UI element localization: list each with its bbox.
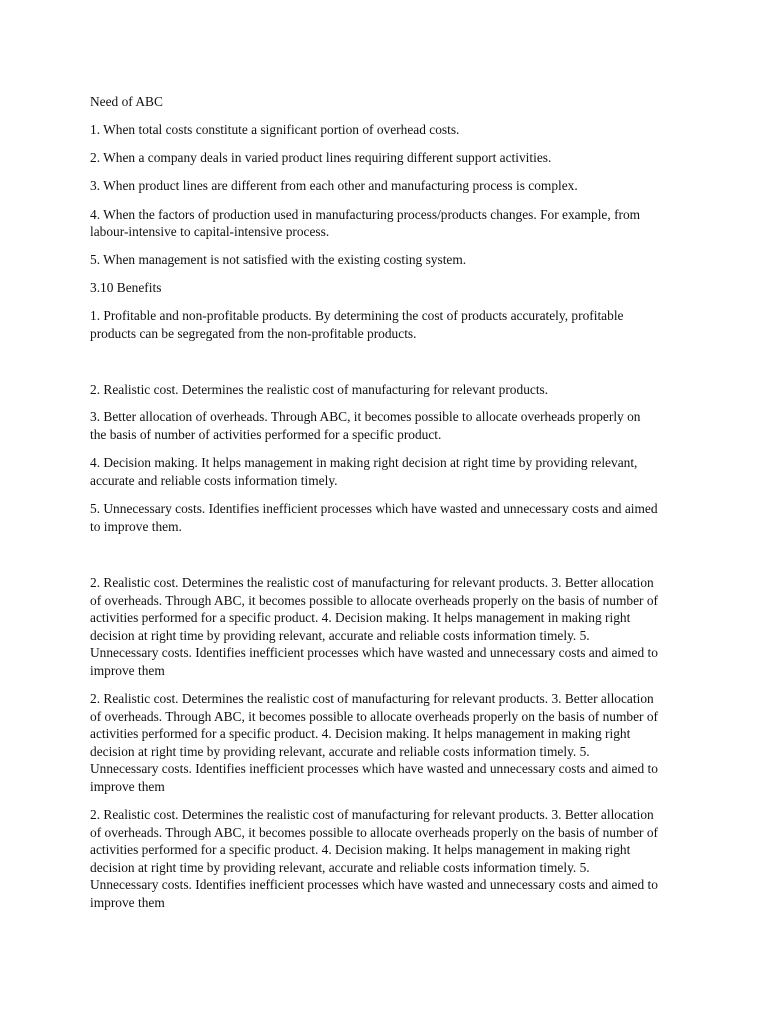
benefit-item-4-line-2: accurate and reliable costs information timely. [90,473,338,488]
benefit-item-5-line-2: to improve them. [90,519,182,534]
paragraph-a-line-6: improve them [90,663,165,678]
benefit-item-1-line-1: 1. Profitable and non-profitable products. By determining the cost of products accurately, profitable [90,308,624,323]
paragraph-b-line-2: of overheads. Through ABC, it becomes possible to allocate overheads properly on the basis of number of [90,709,658,724]
need-item-5: 5. When management is not satisfied with the existing costing system. [90,252,467,267]
paragraph-b-line-6: improve them [90,779,165,794]
benefit-item-4-line-1: 4. Decision making. It helps management in making right decision at right time by providing relevant, [90,455,638,470]
paragraph-a-line-3: activities performed for a specific product. 4. Decision making. It helps management in making right [90,610,631,625]
benefit-item-1-line-2: products can be segregated from the non-profitable products. [90,326,417,341]
paragraph-b-line-4: decision at right time by providing relevant, accurate and reliable costs information timely. 5. [90,744,590,759]
need-item-1: 1. When total costs constitute a significant portion of overhead costs. [90,122,460,137]
paragraph-a-line-2: of overheads. Through ABC, it becomes possible to allocate overheads properly on the basis of number of [90,593,658,608]
paragraph-c-line-6: improve them [90,895,165,910]
paragraph-c-line-5: Unnecessary costs. Identifies inefficient processes which have wasted and unnecessary costs and aimed to [90,877,658,892]
paragraph-c-line-4: decision at right time by providing relevant, accurate and reliable costs information timely. 5. [90,860,590,875]
paragraph-c-line-1: 2. Realistic cost. Determines the realistic cost of manufacturing for relevant products. 3. Better allocation [90,807,654,822]
benefit-item-3-line-1: 3. Better allocation of overheads. Through ABC, it becomes possible to allocate overheads properly on [90,409,641,424]
need-item-4-line-2: labour-intensive to capital-intensive process. [90,224,330,239]
benefit-item-5-line-1: 5. Unnecessary costs. Identifies inefficient processes which have wasted and unnecessary costs and aimed [90,501,658,516]
paragraph-b-line-1: 2. Realistic cost. Determines the realistic cost of manufacturing for relevant products. 3. Better allocation [90,691,654,706]
section-heading-benefits: 3.10 Benefits [90,280,162,295]
benefit-item-3-line-2: the basis of number of activities performed for a specific product. [90,427,442,442]
section-heading-need-of-abc: Need of ABC [90,94,163,109]
paragraph-b-line-5: Unnecessary costs. Identifies inefficient processes which have wasted and unnecessary costs and aimed to [90,761,658,776]
paragraph-c-line-2: of overheads. Through ABC, it becomes possible to allocate overheads properly on the basis of number of [90,825,658,840]
need-item-4-line-1: 4. When the factors of production used in manufacturing process/products changes. For example, from [90,207,641,222]
paragraph-a-line-1: 2. Realistic cost. Determines the realistic cost of manufacturing for relevant products. 3. Better allocation [90,575,654,590]
paragraph-a-line-4: decision at right time by providing relevant, accurate and reliable costs information timely. 5. [90,628,590,643]
benefit-item-2: 2. Realistic cost. Determines the realistic cost of manufacturing for relevant products. [90,382,549,397]
paragraph-b-line-3: activities performed for a specific product. 4. Decision making. It helps management in making right [90,726,631,741]
paragraph-a-line-5: Unnecessary costs. Identifies inefficient processes which have wasted and unnecessary costs and aimed to [90,645,658,660]
need-item-3: 3. When product lines are different from each other and manufacturing process is complex. [90,178,578,193]
paragraph-c-line-3: activities performed for a specific product. 4. Decision making. It helps management in making right [90,842,631,857]
need-item-2: 2. When a company deals in varied product lines requiring different support activities. [90,150,552,165]
